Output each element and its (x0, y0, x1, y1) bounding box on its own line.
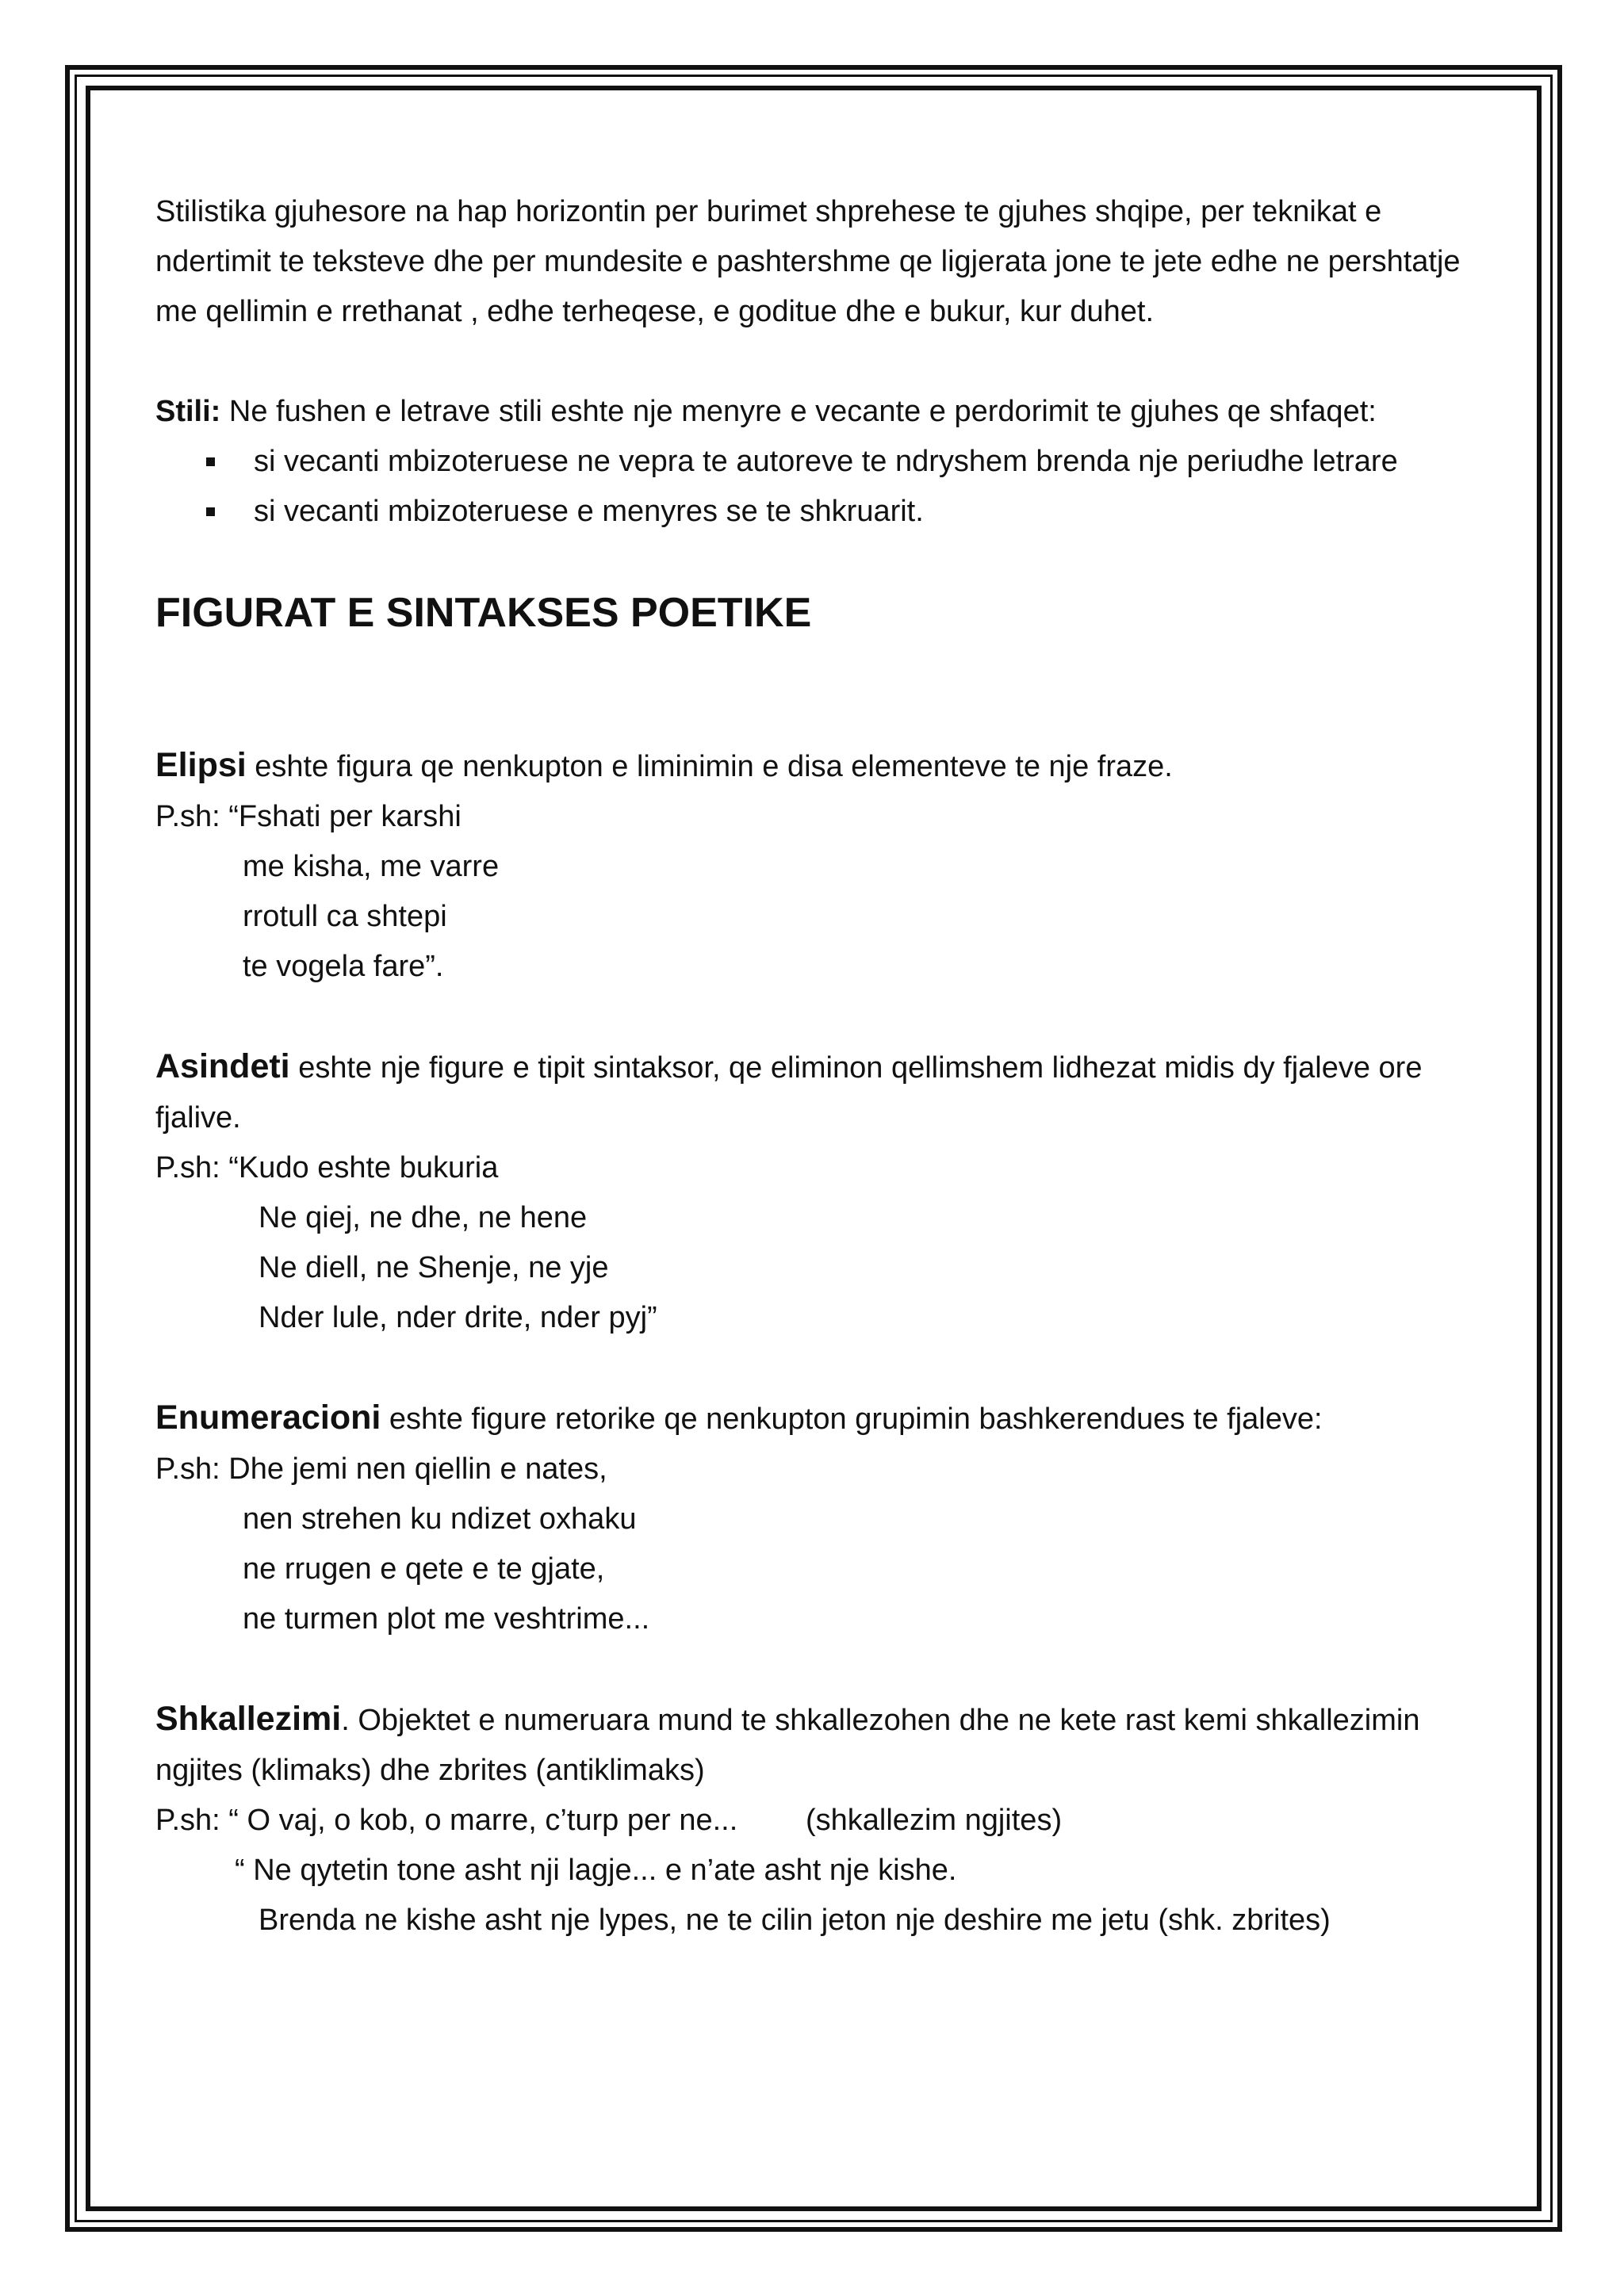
example-text: P.sh: “ O vaj, o kob, o marre, c’turp per ne... (155, 1804, 738, 1837)
stili-term: Stili: (155, 395, 221, 428)
example-line: ne turmen plot me veshtrime... (243, 1602, 650, 1636)
example-line: “ Ne qytetin tone asht nji lagje... e n’ate asht nje kishe. (235, 1854, 957, 1887)
list-item: si vecanti mbizoteruese ne vepra te autoreve te ndryshem brenda nje periudhe letrare (155, 437, 1472, 487)
stili-bullet-list (155, 437, 1472, 537)
shkallezimi-section (155, 1694, 1472, 1946)
example-line: Ne qiej, ne dhe, ne hene (259, 1201, 588, 1234)
elipsi-term: Elipsi (155, 746, 247, 784)
example-line: me kisha, me varre (243, 850, 500, 883)
example-line: rrotull ca shtepi (243, 900, 447, 933)
stili-section (155, 387, 1472, 537)
stili-paragraph (155, 387, 1472, 437)
asindeti-text: eshte nje figure e tipit sintaksor, qe eliminon qellimshem lidhezat midis dy fjaleve ore fjalive. (155, 1051, 1423, 1135)
example-line: P.sh: “Kudo eshte bukuria (155, 1151, 499, 1184)
example-line: ne rrugen e qete e te gjate, (243, 1552, 605, 1586)
list-item: si vecanti mbizoteruese e menyres se te shkruarit. (155, 487, 1472, 537)
shkallezimi-term: Shkallezimi (155, 1700, 342, 1738)
enumeracioni-term: Enumeracioni (155, 1399, 381, 1437)
elipsi-section (155, 740, 1472, 992)
example-line: Ne diell, ne Shenje, ne yje (259, 1251, 609, 1284)
example-line: Nder lule, nder drite, nder pyj” (259, 1301, 657, 1334)
shkallezimi-text: . Objektet e numeruara mund te shkallezohen dhe ne kete rast kemi shkallezimin ngjites (klimaks) dhe zbrites (antiklimaks) (155, 1704, 1420, 1787)
example-line: P.sh: “Fshati per karshi (155, 800, 462, 833)
example-line: P.sh: Dhe jemi nen qiellin e nates, (155, 1452, 607, 1486)
section-heading: FIGURAT E SINTAKSES POETIKE (155, 590, 812, 636)
elipsi-text: eshte figura qe nenkupton e liminimin e disa elementeve te nje fraze. (246, 750, 1173, 783)
asindeti-definition (155, 1042, 1472, 1143)
example-line: nen strehen ku ndizet oxhaku (243, 1502, 637, 1536)
example-line: te vogela fare”. (243, 950, 444, 983)
asindeti-section (155, 1042, 1472, 1343)
asindeti-term: Asindeti (155, 1047, 290, 1085)
example-note: (shkallezim ngjites) (806, 1804, 1063, 1837)
example-line: Brenda ne kishe asht nje lypes, ne te cilin jeton nje deshire me jetu (shk. zbrites) (259, 1904, 1331, 1937)
enumeracioni-definition (155, 1393, 1472, 1445)
intro-paragraph: Stilistika gjuhesore na hap horizontin per burimet shprehese te gjuhes shqipe, per teknikat e ndertimit te teksteve dhe per mundesite e pashtershme qe ligjerata jone te jete edhe ne pershtatje me qellimin e rrethanat , edhe terheqese, e goditue dhe e bukur, kur duhet. (155, 195, 1461, 328)
document-body (155, 187, 1472, 1946)
enumeracioni-text: eshte figure retorike qe nenkupton grupimin bashkerendues te fjaleve: (381, 1402, 1323, 1436)
stili-text: Ne fushen e letrave stili eshte nje menyre e vecante e perdorimit te gjuhes qe shfaqet: (220, 395, 1377, 428)
example-line (155, 1796, 1472, 1846)
shkallezimi-definition (155, 1694, 1472, 1796)
enumeracioni-section (155, 1393, 1472, 1644)
elipsi-definition (155, 740, 1472, 792)
